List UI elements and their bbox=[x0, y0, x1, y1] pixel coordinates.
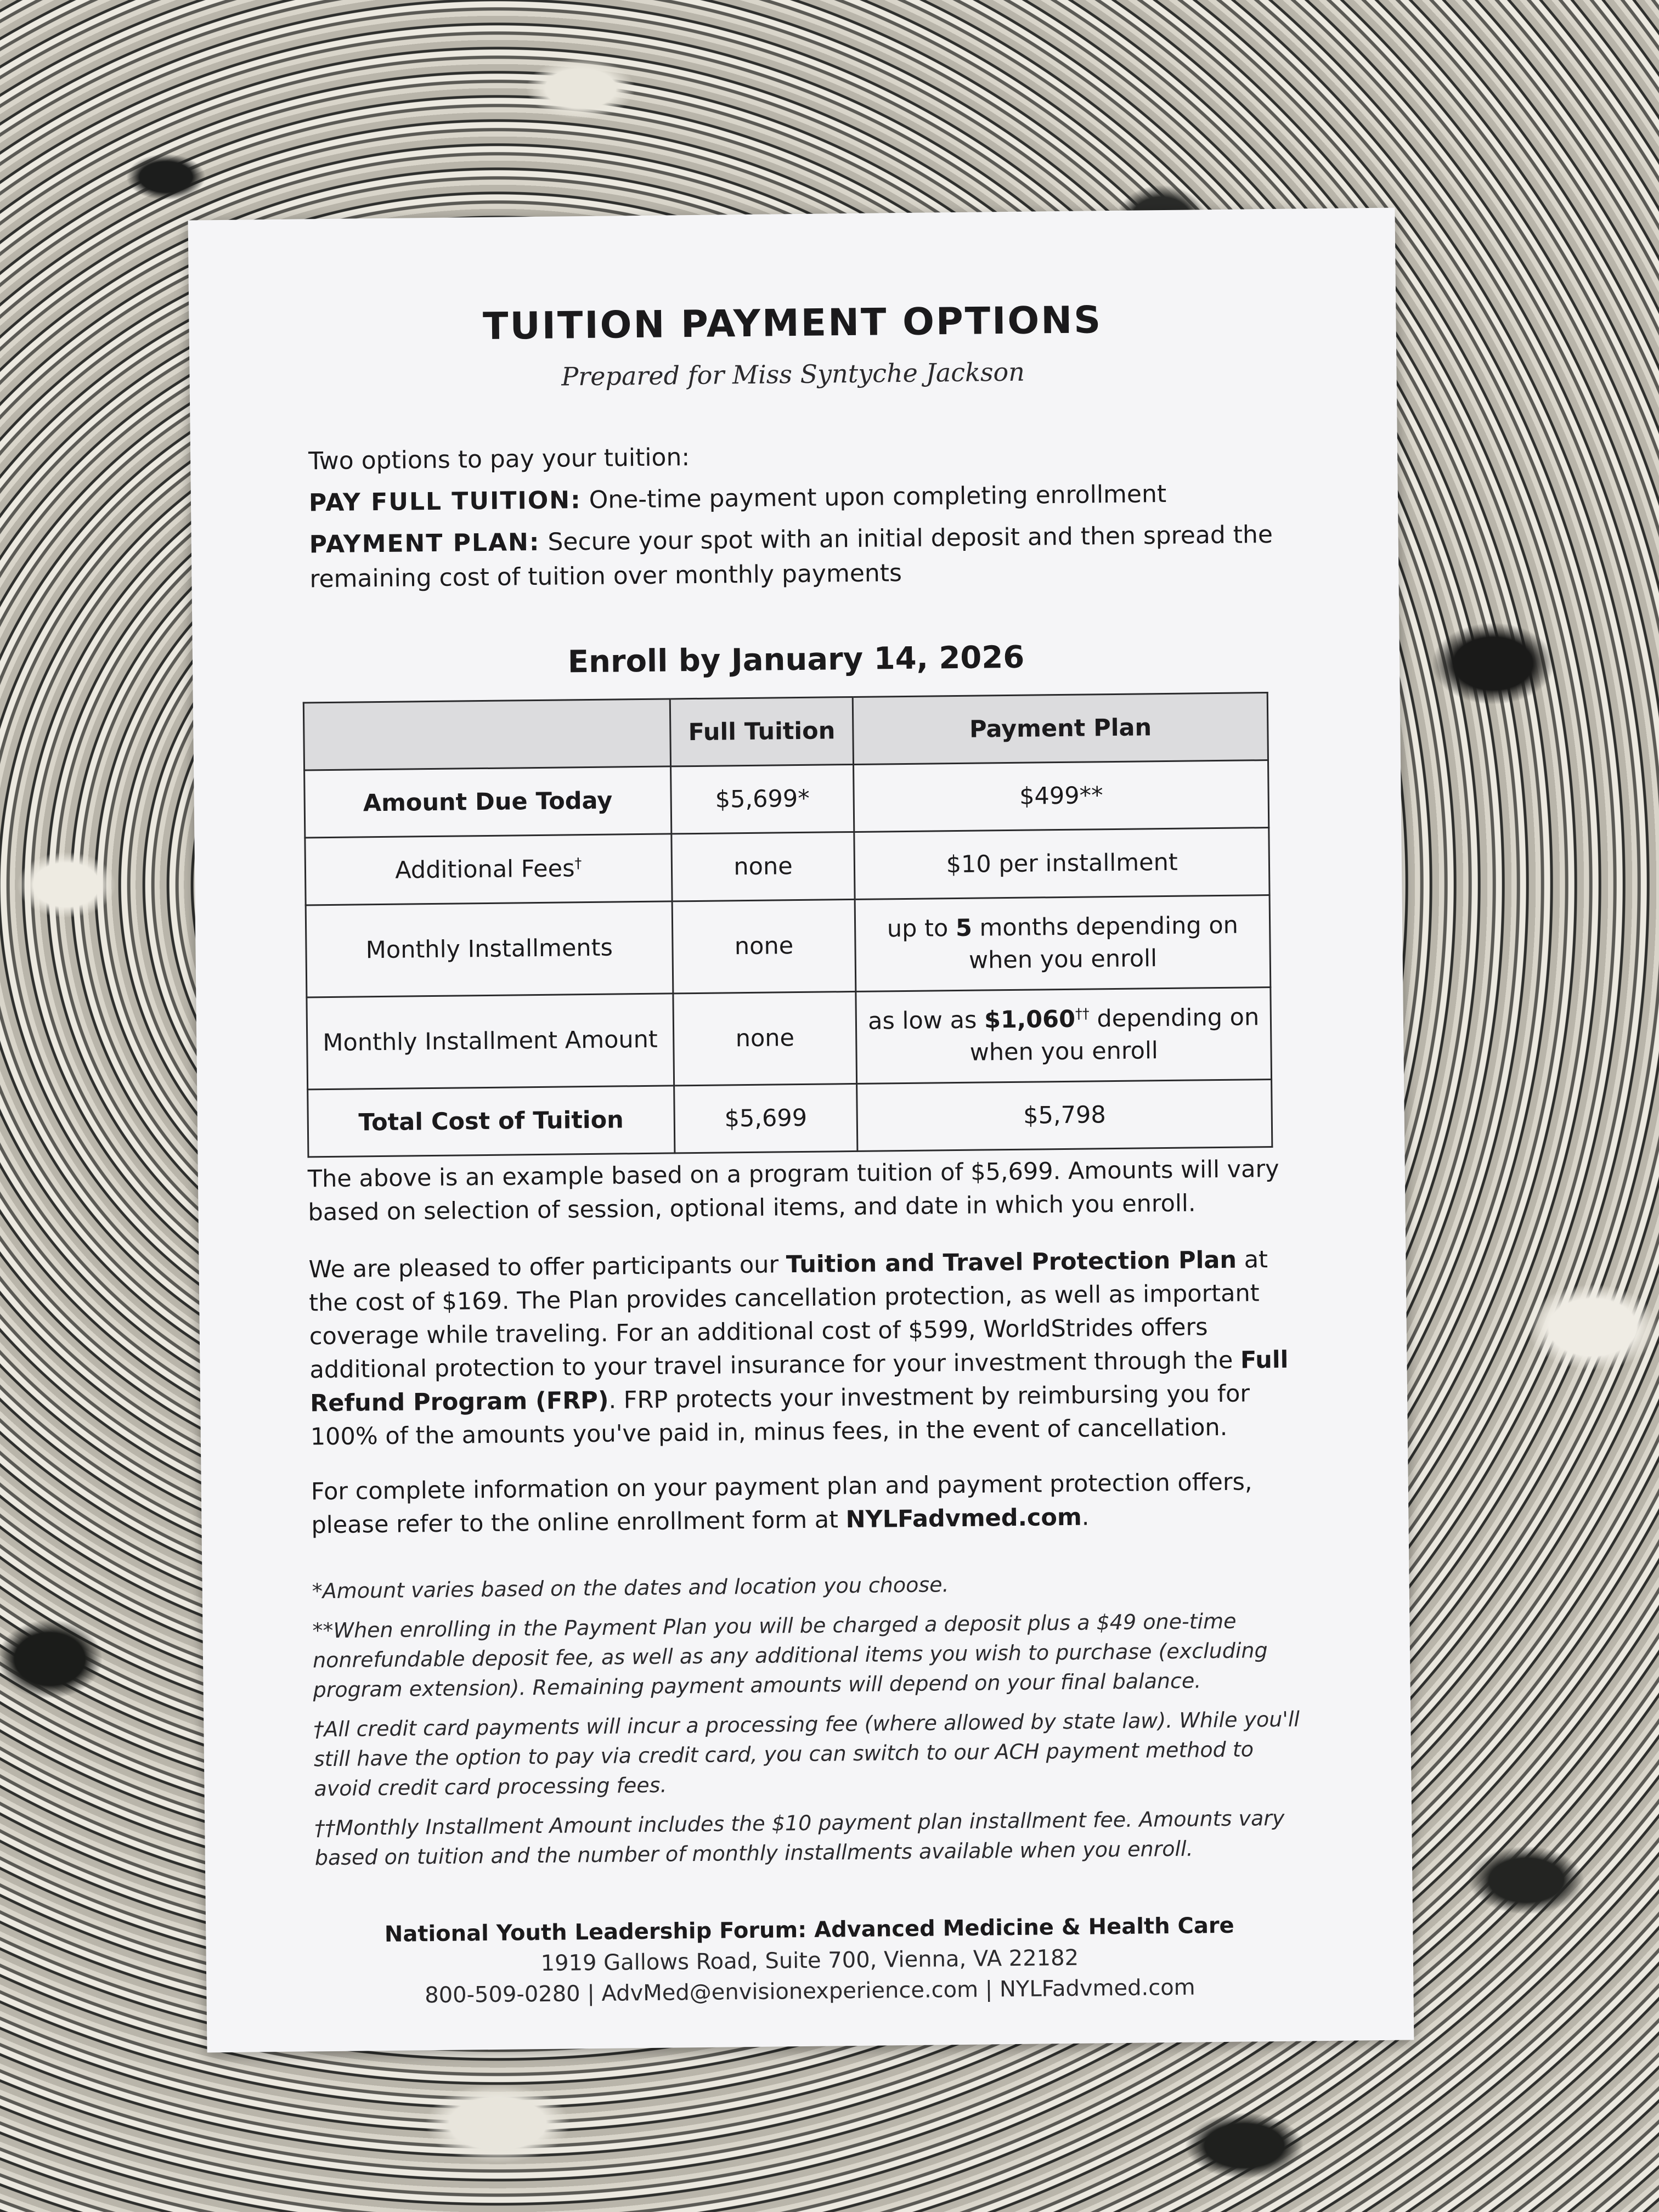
installment-amount-value: $1,060 bbox=[984, 1006, 1076, 1034]
info-paragraph bbox=[311, 1465, 1299, 1543]
cell-full-fees: none bbox=[671, 832, 855, 901]
cell-plan-total: $5,798 bbox=[857, 1080, 1272, 1152]
info-text: For complete information on your payment plan and payment protection offers, please refer to the online enrollment form at bbox=[311, 1468, 1252, 1539]
table-row bbox=[306, 895, 1271, 997]
table-header-row bbox=[303, 693, 1268, 770]
cell-full-installments: none bbox=[672, 899, 856, 993]
intro-full-option bbox=[309, 475, 1289, 520]
footnote: ††Monthly Installment Amount includes the $10 payment plan installment fee. Amounts vary based on tuition and the number of monthly installments available when you enroll. bbox=[314, 1805, 1285, 1870]
info-end: . bbox=[1081, 1503, 1090, 1531]
intro-plan-option bbox=[309, 517, 1289, 597]
installments-pre: up to bbox=[887, 915, 949, 943]
footer-address: 1919 Gallows Road, Suite 700, Vienna, VA 22182 bbox=[540, 1945, 1079, 1977]
table-row bbox=[304, 760, 1269, 838]
dagger-mark: † bbox=[574, 855, 582, 872]
row-label-monthly-installments: Monthly Installments bbox=[306, 901, 673, 997]
cell-plan-installment-amount bbox=[856, 988, 1271, 1084]
cell-plan-amount-due: $499** bbox=[854, 760, 1269, 832]
header-payment-plan: Payment Plan bbox=[853, 693, 1268, 765]
table-row bbox=[307, 988, 1272, 1090]
footnotes bbox=[312, 1567, 1302, 1883]
cell-full-amount-due: $5,699* bbox=[670, 764, 854, 833]
footer-org: National Youth Leadership Forum: Advanced Medicine & Health Care bbox=[384, 1912, 1234, 1948]
table-row bbox=[308, 1080, 1272, 1157]
fees-label-text: Additional Fees bbox=[394, 855, 575, 884]
full-option-text: One-time payment upon completing enrollment bbox=[589, 479, 1167, 514]
installment-amount-post: depending on when you enroll bbox=[969, 1003, 1260, 1066]
double-dagger-mark: †† bbox=[1075, 1006, 1090, 1023]
footnote: *Amount varies based on the dates and location you choose. bbox=[312, 1572, 949, 1604]
intro-section bbox=[308, 434, 1289, 604]
header-full-tuition: Full Tuition bbox=[670, 697, 854, 766]
tuition-table bbox=[303, 692, 1273, 1158]
protection-text-3: . FRP protects your investment by reimbursing you for 100% of the amounts you've paid in, minus fees, in the event of cancellation. bbox=[310, 1380, 1250, 1451]
protection-text-2: at the cost of $169. The Plan provides cancellation protection, as well as important coverage while traveling. For an additional cost of $599, WorldStrides offers additional protection to your travel insurance for your investment through the bbox=[308, 1246, 1268, 1384]
footer-contact: 800-509-0280 | AdvMed@envisionexperience.com | NYLFadvmed.com bbox=[425, 1974, 1195, 2008]
row-label-amount-due: Amount Due Today bbox=[304, 766, 672, 838]
enroll-deadline: Enroll by January 14, 2026 bbox=[567, 639, 1025, 680]
plan-option-text: Secure your spot with an initial deposit and then spread the remaining cost of tuition over monthly payments bbox=[309, 520, 1273, 594]
cell-plan-fees: $10 per installment bbox=[854, 828, 1269, 900]
cell-full-installment-amount: none bbox=[673, 991, 857, 1085]
header-empty bbox=[303, 699, 670, 770]
cell-plan-installments bbox=[855, 895, 1271, 992]
footer bbox=[206, 1908, 1414, 2013]
prepared-for: Prepared for Miss Syntyche Jackson bbox=[561, 357, 1025, 392]
footnote: **When enrolling in the Payment Plan you will be charged a deposit plus a $49 one-time nonrefundable deposit fee, as well as any additional items you wish to purchase (excluding program extension). Remaining payment amounts will depend on your final balance. bbox=[312, 1609, 1268, 1702]
example-note: The above is an example based on a program tuition of $5,699. Amounts will vary based on selection of session, optional items, and date in which you enroll. bbox=[307, 1155, 1279, 1227]
protection-paragraph bbox=[308, 1243, 1298, 1454]
cell-full-total: $5,699 bbox=[674, 1084, 857, 1153]
tuition-document bbox=[188, 208, 1414, 2053]
footnote: †All credit card payments will incur a processing fee (where allowed by state law). While you'll still have the option to pay via credit card, you can switch to our ACH payment method to avoid credit card processing fees. bbox=[313, 1707, 1300, 1801]
installment-amount-pre: as low as bbox=[867, 1007, 977, 1036]
protection-plan-name: Tuition and Travel Protection Plan bbox=[786, 1246, 1237, 1279]
row-label-installment-amount: Monthly Installment Amount bbox=[307, 994, 674, 1090]
table-row bbox=[305, 828, 1269, 905]
row-label-additional-fees bbox=[305, 834, 672, 905]
protection-text-1: We are pleased to offer participants our bbox=[308, 1251, 779, 1284]
row-label-total-cost: Total Cost of Tuition bbox=[308, 1086, 675, 1157]
installments-count: 5 bbox=[955, 915, 973, 943]
plan-option-label: PAYMENT PLAN: bbox=[309, 528, 540, 558]
full-option-label: PAY FULL TUITION: bbox=[308, 486, 582, 517]
installments-post: months depending on when you enroll bbox=[968, 912, 1239, 974]
document-title: TUITION PAYMENT OPTIONS bbox=[482, 298, 1103, 348]
intro-lead: Two options to pay your tuition: bbox=[308, 443, 690, 476]
frp-name: Full Refund Program (FRP) bbox=[309, 1346, 1289, 1418]
enrollment-site-link: NYLFadvmed.com bbox=[845, 1503, 1082, 1534]
